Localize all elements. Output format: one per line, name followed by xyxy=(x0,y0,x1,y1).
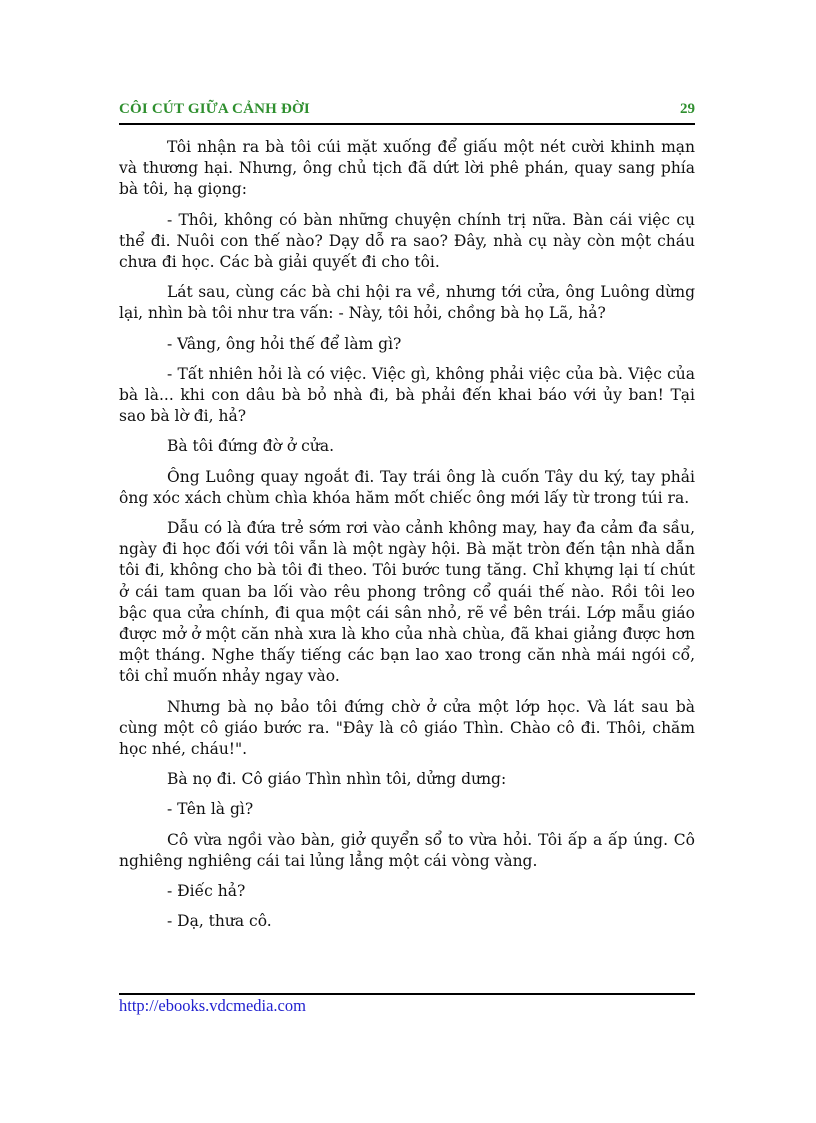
header-rule xyxy=(119,123,695,125)
paragraph: - Dạ, thưa cô. xyxy=(167,912,272,931)
paragraph: Lát sau, cùng các bà chi hội ra về, nhưng tới cửa, ông Luông dừng lại, nhìn bà tôi như tra vấn: - Này, tôi hỏi, chồng bà họ Lã, hả? xyxy=(119,283,695,323)
paragraph: Bà nọ đi. Cô giáo Thìn nhìn tôi, dửng dưng: xyxy=(167,770,507,789)
running-header xyxy=(119,101,695,123)
paragraph: - Tất nhiên hỏi là có việc. Việc gì, không phải việc của bà. Việc của bà là... khi con dâu bà bỏ nhà đi, bà phải đến khai báo với ủy ban! Tại sao bà lờ đi, hả? xyxy=(119,364,695,426)
paragraph: - Tên là gì? xyxy=(167,800,254,819)
paragraph: - Điếc hả? xyxy=(167,882,246,901)
body-text xyxy=(119,137,695,942)
page-number: 29 xyxy=(680,101,695,117)
paragraph: - Thôi, không có bàn những chuyện chính trị nữa. Bàn cái việc cụ thể đi. Nuôi con thế nào? Dạy dỗ ra sao? Đây, nhà cụ này còn một cháu chưa đi học. Các bà giải quyết đi cho tôi. xyxy=(119,210,695,272)
paragraph: Nhưng bà nọ bảo tôi đứng chờ ở cửa một lớp học. Và lát sau bà cùng một cô giáo bước ra. "Đây là cô giáo Thìn. Chào cô đi. Thôi, chăm học nhé, cháu!". xyxy=(119,697,695,759)
footer-link[interactable]: http://ebooks.vdcmedia.com xyxy=(119,996,306,1015)
paragraph: Ông Luông quay ngoắt đi. Tay trái ông là cuốn Tây du ký, tay phải ông xóc xách chùm chìa khóa hăm mốt chiếc ông mới lấy từ trong túi ra. xyxy=(119,467,695,507)
book-title: CÔI CÚT GIỮA CẢNH ĐỜI xyxy=(119,101,310,117)
paragraph: Dẫu có là đứa trẻ sớm rơi vào cảnh không may, hay đa cảm đa sầu, ngày đi học đối với tôi vẫn là một ngày hội. Bà mặt tròn đến tận nhà dẫn tôi đi, không cho bà tôi đi theo. Tôi bước tung tăng. Chỉ khựng lại tí chút ở cái tam quan ba lối vào rêu phong trông cổ quái thế nào. Rồi tôi leo bậc qua cửa chính, đi qua một cái sân nhỏ, rẽ về bên trái. Lớp mẫu giáo được mở ở một căn nhà xưa là kho của nhà chùa, đã khai giảng được hơn một tháng. Nghe thấy tiếng các bạn lao xao trong căn nhà mái ngói cổ, tôi chỉ muốn nhảy ngay vào. xyxy=(119,519,695,686)
footer-rule xyxy=(119,993,695,995)
paragraph: Cô vừa ngồi vào bàn, giở quyển sổ to vừa hỏi. Tôi ấp a ấp úng. Cô nghiêng nghiêng cái tai lủng lẳng một cái vòng vàng. xyxy=(119,830,695,870)
paragraph: Bà tôi đứng đờ ở cửa. xyxy=(167,437,335,456)
paragraph: - Vâng, ông hỏi thế để làm gì? xyxy=(167,334,402,353)
paragraph: Tôi nhận ra bà tôi cúi mặt xuống để giấu một nét cười khinh mạn và thương hại. Nhưng, ông chủ tịch đã dứt lời phê phán, quay sang phía bà tôi, hạ giọng: xyxy=(119,138,695,199)
